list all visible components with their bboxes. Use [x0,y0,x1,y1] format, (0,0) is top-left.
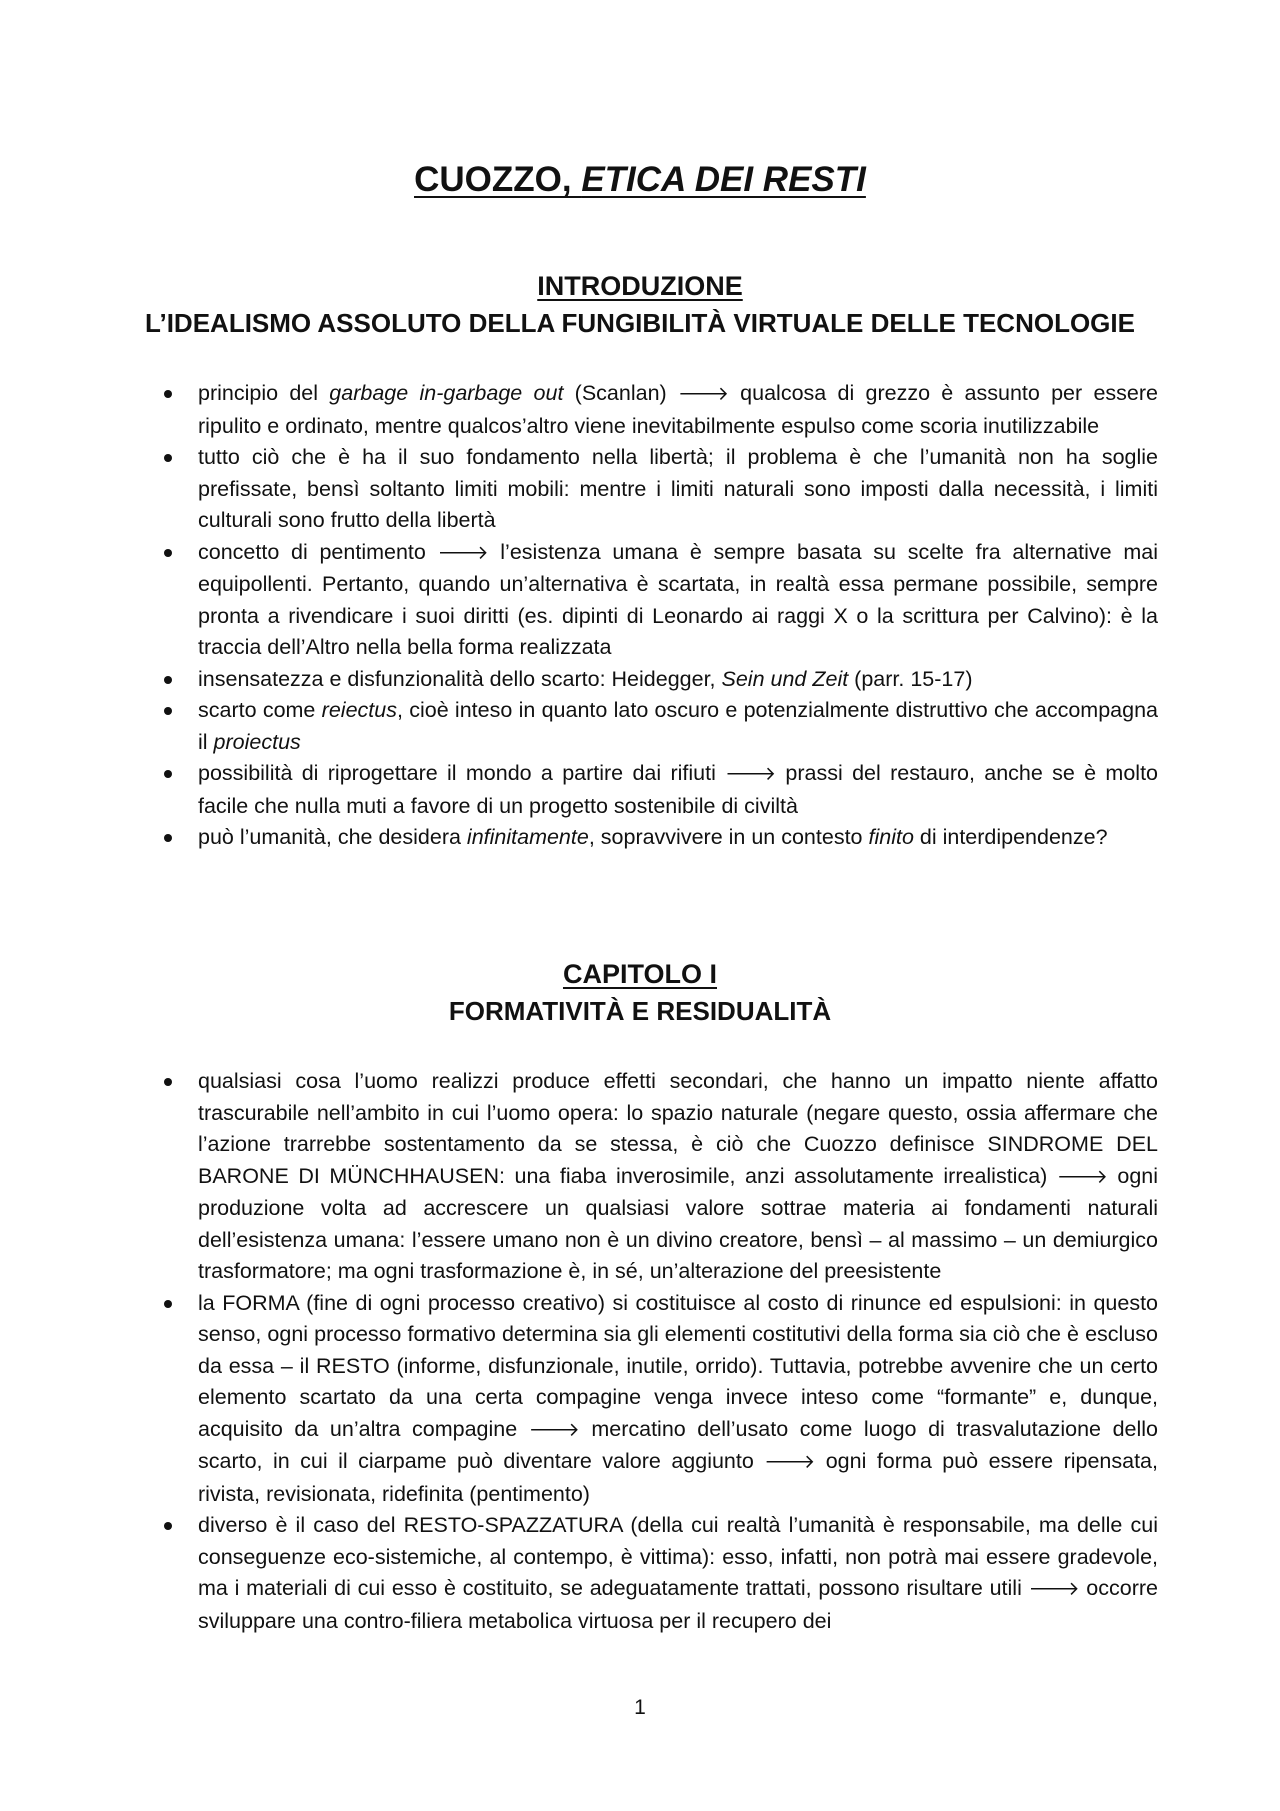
intro-subtitle: L’IDEALISMO ASSOLUTO DELLA FUNGIBILITÀ VIRTUALE DELLE TECNOLOGIE [145,308,1135,338]
list-item: qualsiasi cosa l’uomo realizzi produce effetti secondari, che hanno un impatto niente affatto trascurabile nell’ambito in cui l’uomo opera: lo spazio naturale (negare questo, ossia affermare che l’azione trarrebbe sostentamento da se stessa, è ciò che Cuozzo definisce SINDROME DEL BARONE DI MÜNCHHAUSEN: una fiaba inverosimile, anzi assolutamente irrealistica) 🡒 ogni produzione volta ad accrescere un qualsiasi valore sottrae materia ai fondamenti naturali dell’esistenza umana: l’essere umano non è un divino creatore, bensì – al massimo – un demiurgico trasformatore; ma ogni trasformazione è, in sé, un’alterazione del preesistente [164,1066,1158,1288]
list-item: insensatezza e disfunzionalità dello scarto: Heidegger, Sein und Zeit (parr. 15-17) [164,664,1158,696]
bullet-icon [164,1078,172,1086]
bullet-icon [164,549,172,557]
page-number: 1 [634,1696,646,1719]
intro-label: INTRODUZIONE [537,271,743,301]
bullet-icon [164,390,172,398]
list-item: concetto di pentimento 🡒 l’esistenza umana è sempre basata su scelte fra alternative mai equipollenti. Pertanto, quando un’alternativa è scartata, in realtà essa permane possibile, sempre pronta a rivendicare i suoi diritti (es. dipinti di Leonardo ai raggi X o la scrittura per Calvino): è la traccia dell’Altro nella bella forma realizzata [164,537,1158,664]
bullet-icon [164,676,172,684]
bullet-icon [164,1522,172,1530]
title-work: ETICA DEI RESTI [581,160,866,199]
list-item: la FORMA (fine di ogni processo creativo) si costituisce al costo di rinunce ed espulsioni: in questo senso, ogni processo formativo determina sia gli elementi costitutivi della forma sia ciò che è escluso da essa – il RESTO (informe, disfunzionale, inutile, orrido). Tuttavia, potrebbe avvenire che un certo elemento scartato da una certa compagine venga invece inteso come “formante” e, dunque, acquisito da un’altra compagine 🡒 mercatino dell’usato come luogo di trasvalutazione dello scarto, in cui il ciarpame può diventare valore aggiunto 🡒 ogni forma può essere ripensata, rivista, revisionata, ridefinita (pentimento) [164,1288,1158,1511]
arrow-right-icon: 🡒 [437,541,489,564]
list-item: possibilità di riprogettare il mondo a partire dai rifiuti 🡒 prassi del restauro, anche se è molto facile che nulla muti a favore di un progetto sostenibile di civiltà [164,758,1158,822]
intro-heading [0,268,1280,342]
title-author: CUOZZO, [414,160,582,199]
chapter-1-heading [0,956,1280,1030]
bullet-icon [164,1300,172,1308]
arrow-right-icon: 🡒 [725,763,777,785]
arrow-right-icon: 🡒 [677,383,729,405]
arrow-right-icon: 🡒 [528,1418,580,1441]
list-item: può l’umanità, che desidera infinitamente, sopravvivere in un contesto finito di interdipendenze? [164,822,1158,854]
list-item: diverso è il caso del RESTO-SPAZZATURA (della cui realtà l’umanità è responsabile, ma delle cui conseguenze eco-sistemiche, al contempo, è vittima): esso, infatti, non potrà mai essere gradevole, ma i materiali di cui esso è costituito, se adeguatamente trattati, possono risultare utili 🡒 occorre sviluppare una contro-filiera metabolica virtuosa per il recupero dei [164,1510,1158,1637]
document-title [0,158,1280,202]
chapter-1-bullet-list [164,1066,1158,1637]
bullet-icon [164,454,172,462]
chapter-1-subtitle: FORMATIVITÀ E RESIDUALITÀ [448,996,832,1026]
bullet-icon [164,770,172,778]
arrow-right-icon: 🡒 [764,1451,816,1473]
intro-bullet-list [164,378,1158,854]
bullet-icon [164,834,172,842]
list-item: tutto ciò che è ha il suo fondamento nella libertà; il problema è che l’umanità non ha soglie prefissate, bensì soltanto limiti mobili: mentre i limiti naturali sono imposti dalla necessità, i limiti culturali sono frutto della libertà [164,442,1158,537]
bullet-icon [164,707,172,715]
arrow-right-icon: 🡒 [1056,1165,1108,1188]
list-item: principio del garbage in-garbage out (Scanlan) 🡒 qualcosa di grezzo è assunto per essere ripulito e ordinato, mentre qualcos’altro viene inevitabilmente espulso come scoria inutilizzabile [164,378,1158,442]
chapter-1-label: CAPITOLO I [562,959,717,989]
list-item: scarto come reiectus, cioè inteso in quanto lato oscuro e potenzialmente distruttivo che accompagna il proiectus [164,695,1158,758]
arrow-right-icon: 🡒 [1028,1578,1080,1600]
